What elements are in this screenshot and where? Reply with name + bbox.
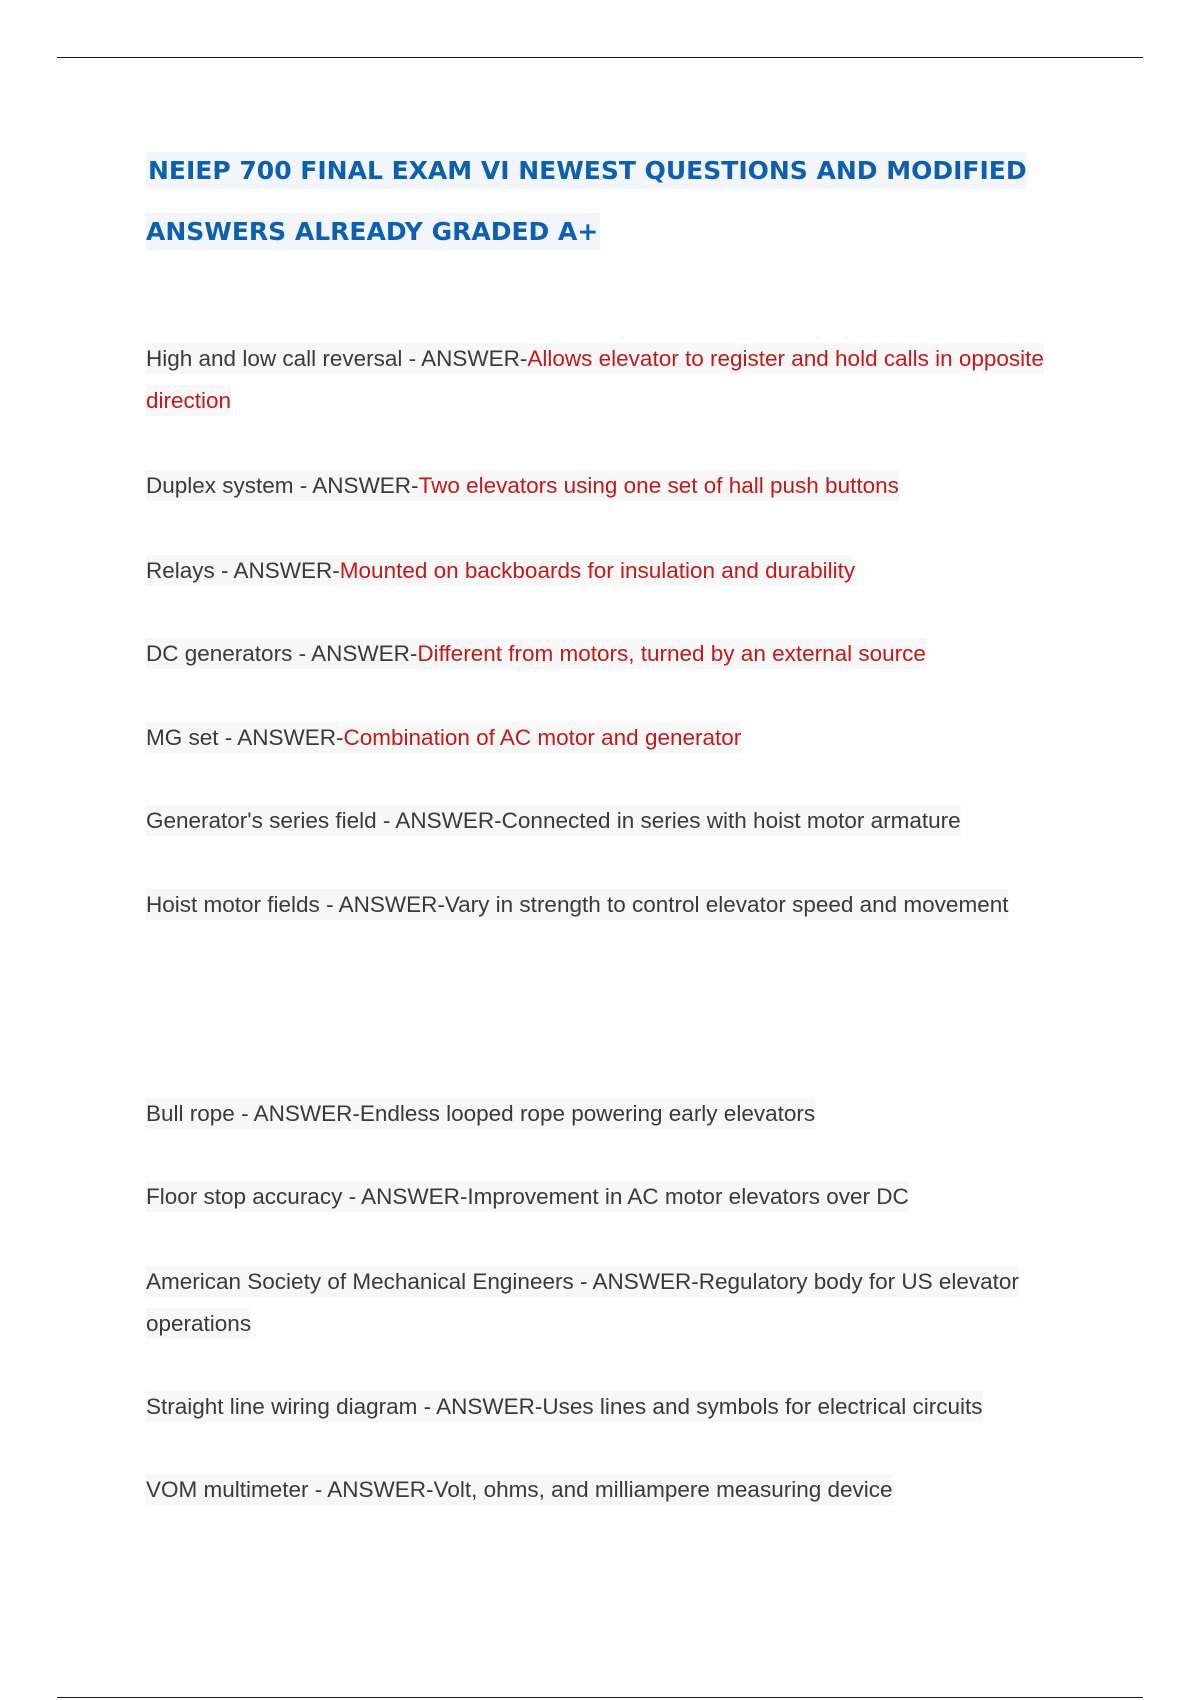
qa-separator: - ANSWER- — [376, 808, 502, 833]
qa-separator: - ANSWER- — [308, 1477, 434, 1502]
qa-term: DC generators — [146, 641, 293, 666]
qa-entry — [146, 1176, 1066, 1218]
qa-term: Generator's series field — [146, 808, 377, 833]
header-rule — [57, 57, 1143, 58]
document-title — [146, 140, 1046, 262]
qa-separator: - ANSWER- — [342, 1184, 468, 1209]
qa-separator: - ANSWER- — [218, 725, 344, 750]
document-title-text: NEIEP 700 FINAL EXAM VI NEWEST QUESTIONS AND MODIFIED ANSWERS ALREADY GRADED A+ — [146, 152, 1027, 250]
qa-entry — [146, 800, 1066, 842]
qa-answer: Two elevators using one set of hall push buttons — [418, 473, 899, 498]
qa-entry — [146, 1093, 1066, 1135]
qa-entry — [146, 465, 1066, 507]
qa-answer: Combination of AC motor and generator — [343, 725, 742, 750]
qa-answer: Vary in strength to control elevator speed and movement — [444, 892, 1009, 917]
qa-answer: Connected in series with hoist motor armature — [501, 808, 961, 833]
qa-term: VOM multimeter — [146, 1477, 309, 1502]
qa-answer: Improvement in AC motor elevators over DC — [467, 1184, 909, 1209]
qa-term: High and low call reversal — [146, 346, 403, 371]
qa-answer: Allows elevator to register and hold calls in opposite direction — [146, 346, 1044, 413]
qa-separator: - ANSWER- — [234, 1101, 360, 1126]
qa-separator: - ANSWER- — [293, 473, 419, 498]
qa-entry — [146, 550, 1066, 592]
qa-entry — [146, 717, 1066, 759]
qa-separator: - ANSWER- — [214, 558, 340, 583]
qa-term: Hoist motor fields — [146, 892, 320, 917]
qa-entry — [146, 1469, 1066, 1511]
qa-term: Floor stop accuracy — [146, 1184, 343, 1209]
qa-answer: Regulatory body for US elevator operations — [146, 1269, 1019, 1336]
qa-separator: - ANSWER- — [319, 892, 445, 917]
footer-rule — [57, 1697, 1143, 1698]
qa-term: Duplex system — [146, 473, 294, 498]
qa-term: MG set — [146, 725, 219, 750]
qa-entry — [146, 1261, 1066, 1345]
qa-entry — [146, 633, 1066, 675]
qa-answer: Different from motors, turned by an external source — [417, 641, 926, 666]
qa-entry — [146, 1386, 1066, 1428]
qa-term: Straight line wiring diagram — [146, 1394, 418, 1419]
qa-entry — [146, 338, 1066, 422]
qa-answer: Endless looped rope powering early elevators — [359, 1101, 816, 1126]
qa-separator: - ANSWER- — [292, 641, 418, 666]
qa-answer: Uses lines and symbols for electrical circuits — [542, 1394, 983, 1419]
qa-separator: - ANSWER- — [417, 1394, 543, 1419]
qa-term: Relays — [146, 558, 215, 583]
qa-separator: - ANSWER- — [573, 1269, 699, 1294]
qa-term: Bull rope — [146, 1101, 235, 1126]
qa-term: American Society of Mechanical Engineers — [146, 1269, 574, 1294]
qa-entry — [146, 884, 1066, 926]
qa-answer: Mounted on backboards for insulation and durability — [339, 558, 856, 583]
qa-separator: - ANSWER- — [402, 346, 528, 371]
qa-answer: Volt, ohms, and milliampere measuring device — [433, 1477, 893, 1502]
